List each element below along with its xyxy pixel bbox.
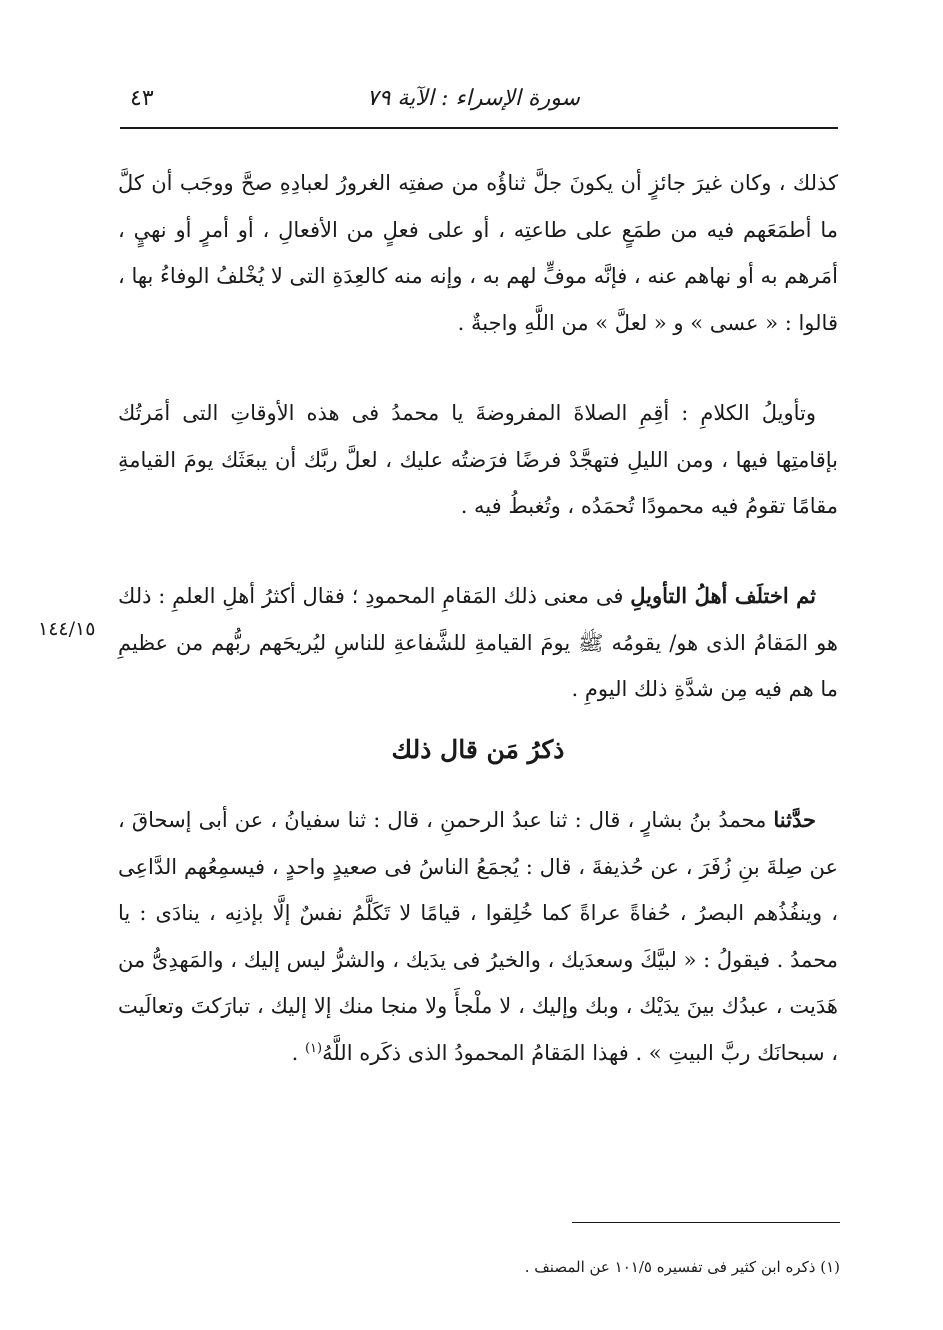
- paragraph-4: [118, 797, 838, 1076]
- paragraph-1: كذلك ، وكان غيرَ جائزٍ أن يكونَ جلَّ ثناؤُه من صفتِه الغرورُ لعبادِهِ صحَّ ووجَب أن كلَّ ما أطمَعَهم فيه من طمَعٍ على طاعتِه ، أو على فعلٍ من الأفعالِ ، أو أمرٍ أو نهيٍ ، أمَرهم به أو نهاهم عنه ، فإنَّه موفٍّ لهم به ، وإنه منه كالعِدَةِ التى لا يُخْلفُ الوفاءُ بها ، قالوا : « عسى » و « لعلَّ » من اللَّهِ واجبةٌ .: [118, 171, 838, 335]
- paragraph-4-lead: حدَّثنا: [773, 807, 816, 832]
- footnote: (١) ذكره ابن كثير فى تفسيره ١٠١/٥ عن المصنف .: [524, 1258, 840, 1276]
- paragraph-4-text: محمدُ بنُ بشارٍ ، قال : ثنا عبدُ الرحمنِ ، قال : ثنا سفيانُ ، عن أبى إسحاقَ ، عن صِلةَ بنِ زُفَرَ ، عن حُذيفةَ ، قال : يُجمَعُ الناسُ فى صعيدٍ واحدٍ ، فيسمِعُهم الدَّاعِى ، وينفُذُهم البصرُ ، حُفاةً عراةً كما خُلِقوا ، قيامًا لا تَكَلَّمُ نفسٌ إلَّا بإذنِه ، ينادَى : يا محمدُ . فيقولُ : « لبيَّكَ وسعدَيك ، والخيرُ فى يدَيك ، والشرُّ ليس إليك ، والمَهدِىُّ من هَدَيت ، عبدُك بينَ يدَيْك ، وبك وإليك ، لا ملْجأَ ولا منجا منك إلا إليك ، تبارَكتَ وتعالَيت ، سبحانَك ربَّ البيتِ » . فهذا المَقامُ المحمودُ الذى ذكَره اللَّهُ: [118, 808, 838, 1065]
- paragraph-3: [118, 573, 838, 713]
- paragraph-3-text: فى معنى ذلك المَقامِ المحمودِ ؛ فقال أكثرُ أهلِ العلمِ : ذلك هو المَقامُ الذى هو/ يقومُه ﷺ يومَ القيامةِ للشَّفاعةِ للناسِ ليُريحَهم ربُّهم من عظيمِ ما هم فيه مِن شدَّةِ ذلك اليومِ .: [118, 584, 838, 701]
- page-header: [120, 82, 835, 118]
- paragraph-3-lead: ثم اختلَف أهلُ التأويلِ: [630, 583, 816, 608]
- page-number: ٤٣: [130, 86, 154, 111]
- running-head: سورة الإسراء : الآية ٧٩: [366, 86, 580, 111]
- margin-reference: ١٤٤/١٥: [38, 618, 96, 640]
- paragraph-4-end: .: [291, 1040, 305, 1065]
- footnote-rule: [572, 1222, 840, 1223]
- paragraph-2: وتأويلُ الكلامِ : أقِمِ الصلاةَ المفروضةَ يا محمدُ فى هذه الأوقاتِ التى أمَرتُك بإقامتِها فيها ، ومن الليلِ فتهجَّدْ فرضًا فرَضتُه عليك ، لعلَّ ربَّك أن يبعَثَك يومَ القيامةِ مقامًا تقومُ فيه محمودًا تُحمَدُه ، وتُغبطُ فيه .: [118, 401, 838, 518]
- footnote-mark[interactable]: (١): [304, 1040, 323, 1056]
- header-rule: [120, 127, 838, 129]
- section-heading: ذكرُ مَن قال ذلك: [391, 735, 565, 764]
